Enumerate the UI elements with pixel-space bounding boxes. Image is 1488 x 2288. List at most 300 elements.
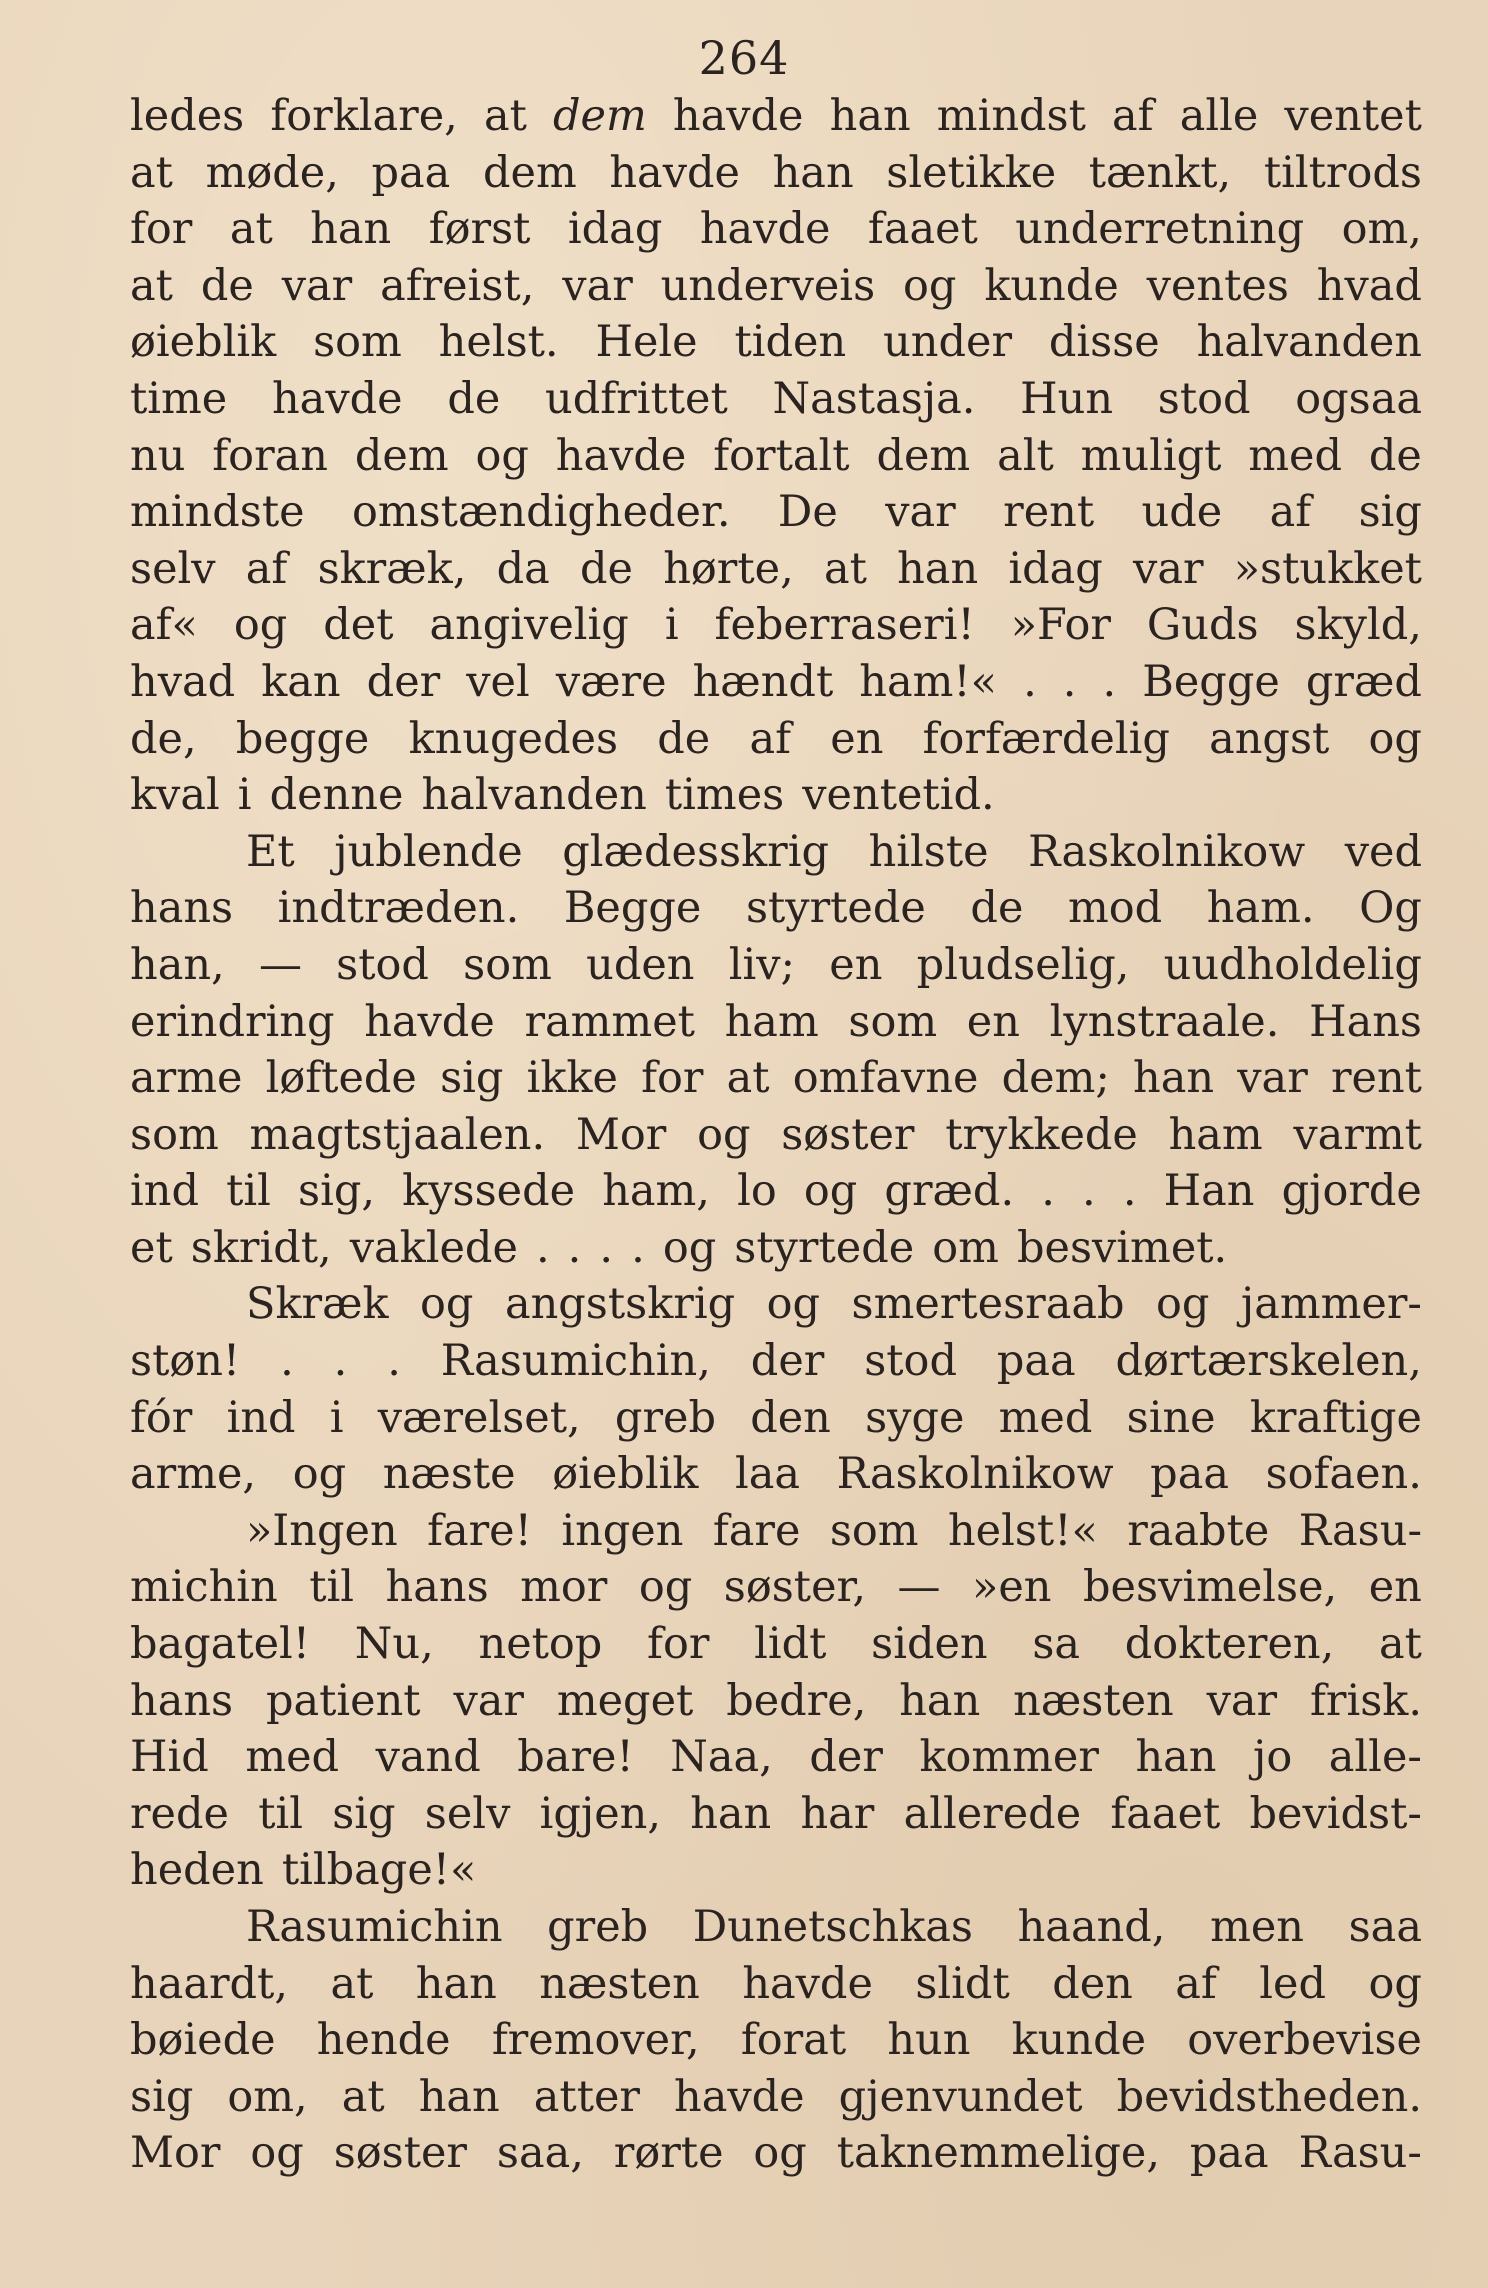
text-line [130, 541, 1422, 598]
word: for [130, 204, 193, 255]
page-number: 264 [698, 31, 790, 85]
word: netop [478, 1619, 603, 1670]
word: han [829, 91, 911, 141]
word: dørtærskelen, [1115, 1336, 1422, 1387]
word: fortalt [713, 430, 850, 481]
word: igjen, [539, 1788, 661, 1839]
word: glædesskrig [562, 826, 829, 877]
word: søster [333, 2128, 467, 2179]
word: stod [336, 939, 429, 990]
word: liv; [728, 939, 796, 990]
word: haand, [1017, 1902, 1166, 1952]
word: løftede [265, 1053, 417, 1104]
word: angivelig [429, 600, 629, 651]
word: ind [130, 1166, 199, 1217]
word: af« [130, 600, 198, 651]
word: halvanden [421, 770, 647, 821]
word: og [697, 1109, 751, 1160]
word: jammer- [1240, 1279, 1422, 1330]
word: fare [712, 1505, 801, 1556]
word: tilbage!« [281, 1845, 477, 1896]
word: dem [553, 91, 647, 141]
word: ventetid. [802, 770, 995, 821]
word: at [341, 2071, 385, 2122]
text-line [130, 1107, 1422, 1164]
word: led [1259, 1958, 1327, 2009]
word: i [329, 1392, 344, 1443]
word: tiden [734, 317, 847, 368]
word: rammet [524, 996, 695, 1047]
word: . [1023, 656, 1037, 707]
text-line [130, 824, 1422, 881]
word: saa, [496, 2128, 584, 2179]
word: denne [269, 770, 404, 821]
body-text [130, 88, 1422, 2182]
word: underveis [660, 260, 876, 311]
word: og [903, 260, 957, 311]
word: Naa, [670, 1732, 773, 1783]
word: alle [1179, 91, 1259, 141]
word: ogsaa [1295, 373, 1422, 424]
word: styrtede [734, 1222, 915, 1273]
word: hvad [1316, 260, 1422, 311]
word: havde [742, 1958, 873, 2009]
word: der [366, 656, 441, 707]
word: næste [382, 1449, 516, 1500]
word: Og [1359, 883, 1422, 934]
word: Mor [130, 2128, 221, 2179]
word: ind [226, 1392, 296, 1443]
word: laa [734, 1449, 801, 1500]
word: frisk. [1309, 1675, 1422, 1726]
word: . [387, 1336, 401, 1387]
word: Han [1163, 1166, 1255, 1217]
word: patient [265, 1675, 421, 1726]
word: ventes [1146, 260, 1289, 311]
word: kyssede [402, 1166, 576, 1217]
word: var [1206, 1675, 1278, 1726]
word: vand [375, 1732, 481, 1783]
word: som [829, 1505, 919, 1556]
word: vel [466, 656, 530, 707]
word: kval [130, 770, 220, 821]
word: men [1210, 1902, 1304, 1952]
word: som [313, 317, 402, 368]
word: med [998, 1392, 1093, 1443]
word: for [641, 1053, 704, 1104]
word: og [233, 600, 288, 651]
word: ude [1141, 487, 1223, 538]
word: støn! [130, 1336, 241, 1387]
word: øieblik [552, 1449, 699, 1500]
text-line [130, 994, 1422, 1051]
text-line [130, 314, 1422, 371]
word: de [657, 713, 711, 764]
word: Skræk [246, 1279, 389, 1330]
word: han [1133, 1053, 1215, 1104]
word: greb [614, 1392, 716, 1443]
word: paa [1189, 2128, 1269, 2179]
text-line [130, 1276, 1422, 1333]
word: han [897, 543, 979, 594]
word: havde [699, 204, 831, 255]
word: . [1122, 1166, 1137, 1217]
word: bare! [517, 1732, 634, 1783]
text-line [130, 1503, 1422, 1560]
word: Guds [1146, 600, 1259, 651]
word: sig, [298, 1166, 376, 1217]
text-line [130, 1956, 1422, 2013]
word: har [800, 1788, 875, 1839]
word: at [130, 260, 173, 311]
word: han [415, 1958, 497, 2009]
word: Nastasja. [772, 373, 976, 424]
word: han [310, 204, 392, 255]
word: Raskolnikow [1028, 826, 1306, 877]
word: var [453, 1675, 524, 1726]
word: havde [609, 147, 740, 198]
text-line [130, 88, 1422, 145]
word: raabte [1127, 1505, 1270, 1556]
word: at [726, 1053, 770, 1104]
word: . [333, 1336, 348, 1387]
word: et [130, 1222, 173, 1273]
word: omstændigheder. [351, 487, 731, 538]
word: der [809, 1732, 883, 1783]
word: græd. [884, 1166, 1015, 1217]
word: siden [871, 1619, 988, 1670]
word: var [1237, 1053, 1308, 1104]
word: og [250, 2128, 304, 2179]
word: . [535, 1222, 550, 1273]
word: . [567, 1222, 582, 1273]
word: idag [567, 204, 663, 255]
word: havde [271, 373, 403, 424]
word: dem; [1001, 1053, 1110, 1104]
word: først [428, 204, 531, 255]
text-line [130, 1050, 1422, 1107]
word: og [475, 430, 529, 481]
word: gjenvundet [838, 2071, 1083, 2122]
word: af [1269, 487, 1312, 538]
word: søster [781, 1109, 915, 1160]
text-line [130, 1220, 1422, 1277]
word: hans [385, 1562, 489, 1613]
word: smertesraab [851, 1279, 1125, 1330]
word: . [599, 1222, 614, 1273]
word: begge [235, 713, 370, 764]
word: Dunetschkas [692, 1902, 973, 1952]
word: feberraseri! [714, 600, 975, 651]
word: og [1155, 1279, 1210, 1330]
word: Rasu- [1298, 2128, 1422, 2179]
word: indtræden. [277, 883, 520, 934]
word: paa [996, 1336, 1076, 1387]
text-line [130, 937, 1422, 994]
text-line [130, 1673, 1422, 1730]
text-line [130, 1899, 1422, 1956]
word: ham. [1206, 883, 1315, 934]
word: sine [1126, 1392, 1216, 1443]
word: tænkt, [1088, 147, 1232, 198]
word: omfavne [792, 1053, 979, 1104]
word: næsten [1013, 1675, 1174, 1726]
text-line [130, 880, 1422, 937]
word: — [897, 1562, 941, 1613]
word: mindst [936, 91, 1086, 141]
word: dem [876, 430, 971, 481]
word: hans [130, 883, 234, 934]
word: rent [1003, 487, 1095, 538]
word: taknemmelige, [836, 2128, 1160, 2179]
text-line [130, 1333, 1422, 1390]
word: og [292, 1449, 347, 1500]
text-line [130, 597, 1422, 654]
word: Rasumichin, [440, 1336, 711, 1387]
word: helst. [438, 317, 559, 368]
word: lo [737, 1166, 777, 1217]
word: lidt [754, 1619, 827, 1670]
word: arme [130, 1053, 243, 1104]
word: hvad [130, 656, 236, 707]
word: at [330, 1958, 374, 2009]
word: bevidst- [1249, 1788, 1422, 1839]
word: ham [1168, 1109, 1263, 1160]
word: styrtede [745, 883, 926, 934]
word: lynstraale. [1049, 996, 1280, 1047]
text-line [130, 2125, 1422, 2182]
word: . [1041, 1166, 1055, 1217]
word: . [280, 1336, 294, 1387]
word: for [647, 1619, 710, 1670]
word: erindring [130, 996, 335, 1047]
word: var [281, 260, 353, 311]
word: sletikke [886, 147, 1057, 198]
word: michin [130, 1562, 278, 1613]
word: ikke [526, 1053, 618, 1104]
word: sig [440, 1053, 504, 1104]
text-line [130, 371, 1422, 428]
word: overbevise [1187, 2015, 1422, 2066]
word: og [638, 1562, 693, 1613]
word: hun [887, 2015, 971, 2066]
word: Mor [575, 1109, 667, 1160]
word: faaet [867, 204, 978, 255]
word: det [323, 600, 394, 651]
text-line [130, 1163, 1422, 1220]
word: som [848, 996, 938, 1047]
word: en [830, 713, 884, 764]
word: dokteren, [1124, 1619, 1335, 1670]
word: stod [1157, 373, 1251, 424]
text-line [130, 428, 1422, 485]
word: ham!« [859, 656, 997, 707]
word: vaklede [349, 1222, 518, 1273]
text-line [130, 654, 1422, 711]
word: . [1102, 656, 1117, 707]
text-line [130, 201, 1422, 258]
word: selv [130, 543, 216, 594]
word: slidt [915, 1958, 1010, 2009]
word: jo [1253, 1732, 1293, 1783]
word: i [237, 770, 252, 821]
word: halvanden [1196, 317, 1422, 368]
text-line [130, 145, 1422, 202]
text-line [130, 711, 1422, 768]
word: greb [547, 1902, 649, 1952]
word: paa [371, 147, 451, 198]
word: til [226, 1166, 271, 1217]
text-line [130, 1786, 1422, 1843]
word: angst [1209, 713, 1330, 764]
word: de, [130, 713, 197, 764]
word: »For [1010, 600, 1111, 651]
word: af [1175, 1958, 1217, 2009]
word: sig [130, 2071, 194, 2122]
word: knugedes [408, 713, 619, 764]
word: . [631, 1222, 645, 1273]
word: »stukket [1233, 543, 1422, 594]
word: disse [1048, 317, 1160, 368]
word: selv [424, 1788, 511, 1839]
word: Raskolnikow [836, 1449, 1114, 1500]
word: bagatel! [130, 1619, 311, 1670]
word: fremover, [491, 2015, 700, 2066]
word: idag [1008, 543, 1103, 594]
text-line [130, 1842, 1422, 1899]
word: han, [130, 939, 225, 990]
text-line [130, 2069, 1422, 2126]
word: fór [130, 1392, 193, 1443]
word: som [463, 939, 552, 990]
word: ham [724, 996, 819, 1047]
word: sig [1358, 487, 1422, 538]
word: uudholdelig [1163, 939, 1422, 990]
word: bøiede [130, 2015, 276, 2066]
word: øieblik [130, 317, 277, 368]
word: times [664, 770, 785, 821]
word: jublende [334, 826, 523, 877]
word: en [829, 939, 883, 990]
word: og [766, 1279, 821, 1330]
word: de [580, 543, 633, 594]
word: sofaen. [1265, 1449, 1422, 1500]
word: »en [972, 1562, 1052, 1613]
word: Hele [595, 317, 698, 368]
word: . [1082, 1166, 1096, 1217]
word: — [258, 939, 302, 990]
text-line [130, 1559, 1422, 1616]
word: være [555, 656, 667, 707]
word: forklare, [270, 91, 458, 141]
word: at [1379, 1619, 1422, 1670]
word: den [750, 1392, 831, 1443]
word: han [690, 1788, 772, 1839]
word: hende [316, 2015, 451, 2066]
word: søster, [723, 1562, 867, 1613]
word: som [130, 1109, 219, 1160]
word: til [309, 1562, 355, 1613]
word: forat [740, 2015, 847, 2066]
word: syge [865, 1392, 965, 1443]
word: De [777, 487, 838, 538]
word: skyld, [1294, 600, 1422, 651]
word: havde [672, 91, 804, 141]
word: og [420, 1279, 474, 1330]
word: gjorde [1281, 1166, 1422, 1217]
word: stod [864, 1336, 957, 1387]
word: muligt [1080, 430, 1222, 481]
word: pludselig, [916, 939, 1130, 990]
word: Rasu- [1298, 1505, 1422, 1556]
word: sig [332, 1788, 396, 1839]
word: hans [130, 1675, 234, 1726]
word: tiltrods [1263, 147, 1422, 198]
word: bevidstheden. [1116, 2071, 1422, 2122]
word: kunde [984, 260, 1119, 311]
word: Hid [130, 1732, 209, 1783]
word: Hans [1309, 996, 1422, 1047]
word: allerede [903, 1788, 1082, 1839]
word: den [1052, 1958, 1133, 2009]
word: om [932, 1222, 999, 1273]
word: hilste [868, 826, 989, 877]
word: kommer [919, 1732, 1099, 1783]
word: til [258, 1788, 303, 1839]
word: dem [354, 430, 449, 481]
text-line [130, 1616, 1422, 1673]
word: han [899, 1675, 981, 1726]
word: møde, [205, 147, 339, 198]
word: skridt, [190, 1222, 332, 1273]
word: de [970, 883, 1024, 934]
text-line [130, 484, 1422, 541]
word: Et [246, 826, 295, 877]
word: en [1368, 1562, 1422, 1613]
word: en [966, 996, 1020, 1047]
word: værelset, [377, 1392, 581, 1443]
word: helst!« [947, 1505, 1098, 1556]
word: kan [261, 656, 341, 707]
word: da [496, 543, 550, 594]
word: havde [364, 996, 495, 1047]
word: og [662, 1222, 717, 1273]
word: at [823, 543, 867, 594]
word: sa [1032, 1619, 1081, 1670]
word: og [1368, 1958, 1422, 2009]
word: alt [997, 430, 1054, 481]
word: de [1368, 430, 1422, 481]
word: han [772, 147, 854, 198]
word: trykkede [945, 1109, 1138, 1160]
word: med [1248, 430, 1343, 481]
word: var [885, 487, 956, 538]
word: at [483, 91, 527, 141]
word: »Ingen [246, 1505, 398, 1556]
word: besvimelse, [1082, 1562, 1338, 1613]
text-line [130, 767, 1422, 824]
word: Nu, [354, 1619, 434, 1670]
word: under [883, 317, 1012, 368]
text-line [130, 1446, 1422, 1503]
word: og [753, 2128, 807, 2179]
word: mod [1067, 883, 1163, 934]
text-line [130, 258, 1422, 315]
word: faaet [1110, 1788, 1221, 1839]
text-line [130, 1390, 1422, 1447]
word: de [447, 373, 501, 424]
word: magtstjaalen. [249, 1109, 546, 1160]
